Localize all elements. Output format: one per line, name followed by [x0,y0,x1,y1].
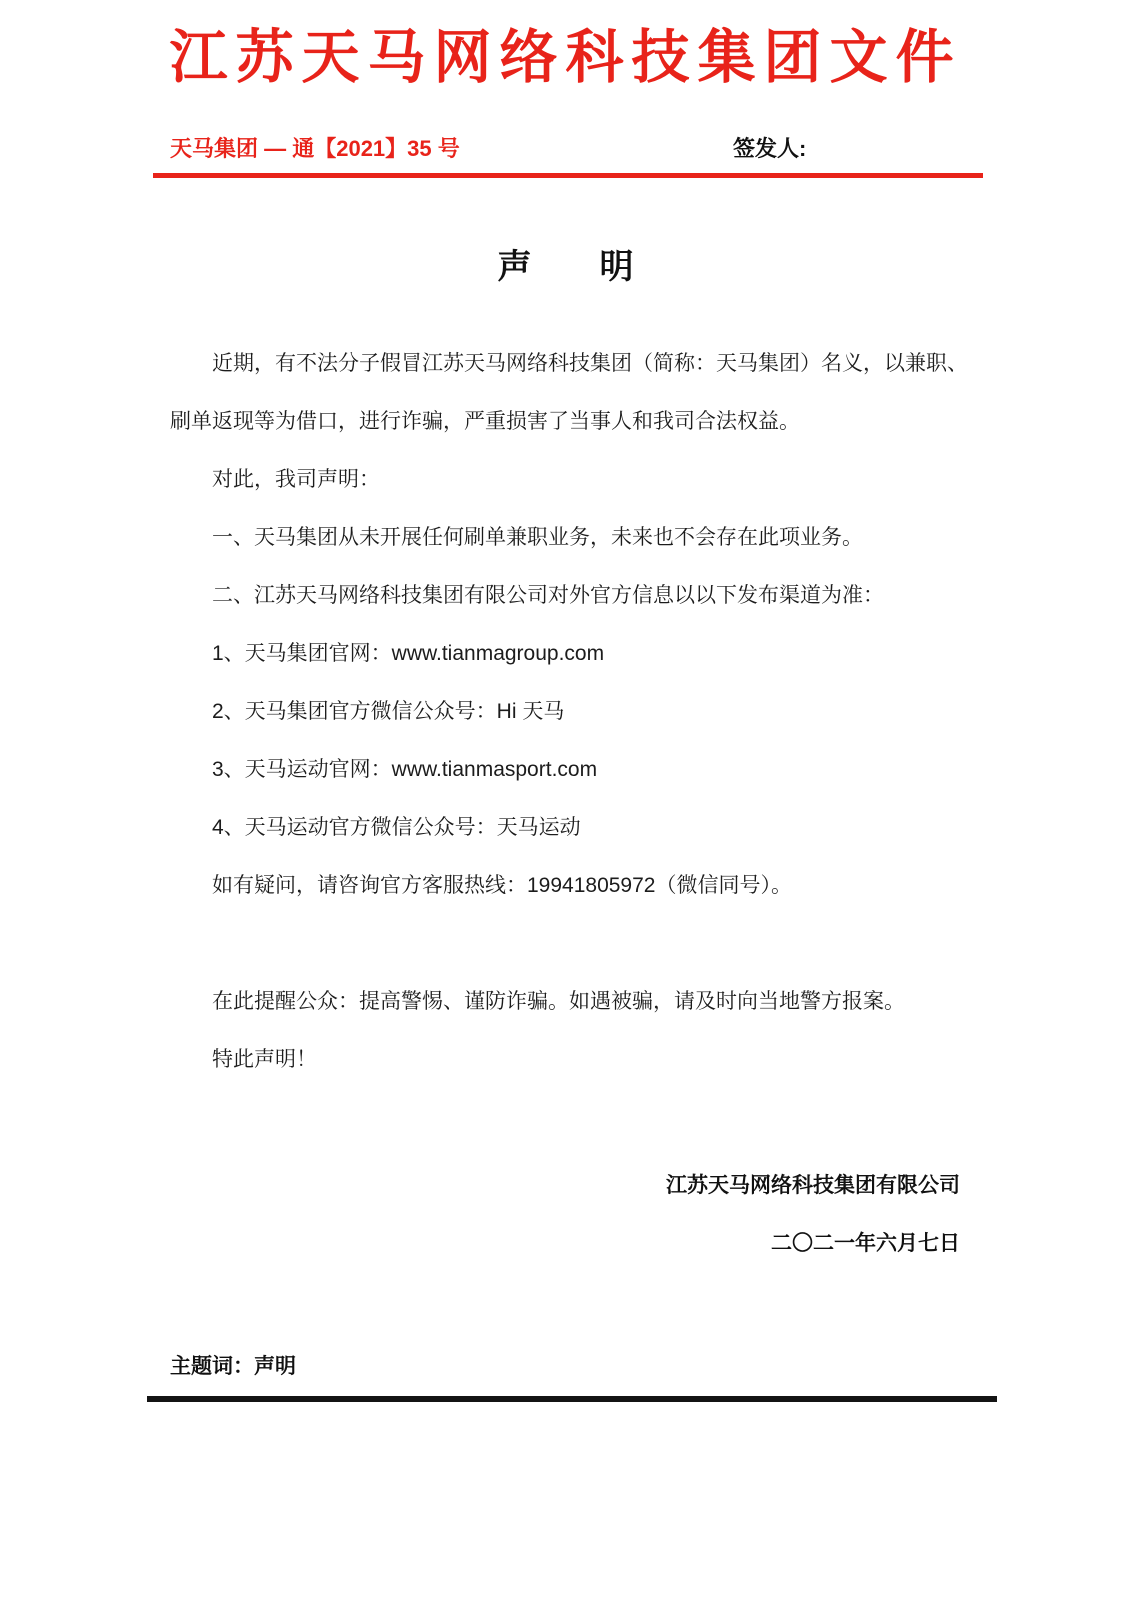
signature-date: 二〇二一年六月七日 [771,1232,960,1255]
statement-line: 1、天马集团官网：www.tianmagroup.com [212,642,605,665]
statement-line: 二、江苏天马网络科技集团有限公司对外官方信息以以下发布渠道为准： [212,584,884,607]
statement-line: 4、天马运动官方微信公众号：天马运动 [212,816,581,839]
statement-line: 一、天马集团从未开展任何刷单兼职业务，未来也不会存在此项业务。 [212,526,863,549]
statement-line: 刷单返现等为借口，进行诈骗，严重损害了当事人和我司合法权益。 [170,410,800,433]
statement-title: 声 明 [497,248,634,286]
statement-body [170,335,990,1273]
doc-number: 天马集团 — 通【2021】35 号 [170,136,460,161]
footer-divider [147,1396,997,1402]
header-divider [153,173,983,178]
statement-line: 特此声明！ [212,1048,317,1071]
statement-line [170,915,990,973]
issuer-label: 签发人: [733,136,807,161]
statement-line: 在此提醒公众：提高警惕、谨防诈骗。如遇被骗，请及时向当地警方报案。 [212,990,905,1013]
statement-line: 对此，我司声明： [212,468,380,491]
subject-value: 声明 [254,1355,296,1378]
subject-label: 主题词： [170,1355,254,1378]
org-title: 江苏天马网络科技集团文件 [169,25,962,90]
subject-row [170,1345,1131,1389]
statement-line: 2、天马集团官方微信公众号：Hi 天马 [212,700,565,723]
statement-line: 3、天马运动官网：www.tianmasport.com [212,758,598,781]
doc-info-row [0,134,1131,164]
statement-line: 如有疑问，请咨询官方客服热线：19941805972（微信同号）。 [212,874,792,897]
signature-company: 江苏天马网络科技集团有限公司 [666,1174,960,1197]
signature-block [170,1157,990,1273]
statement-line: 近期，有不法分子假冒江苏天马网络科技集团（简称：天马集团）名义，以兼职、 [212,352,968,375]
